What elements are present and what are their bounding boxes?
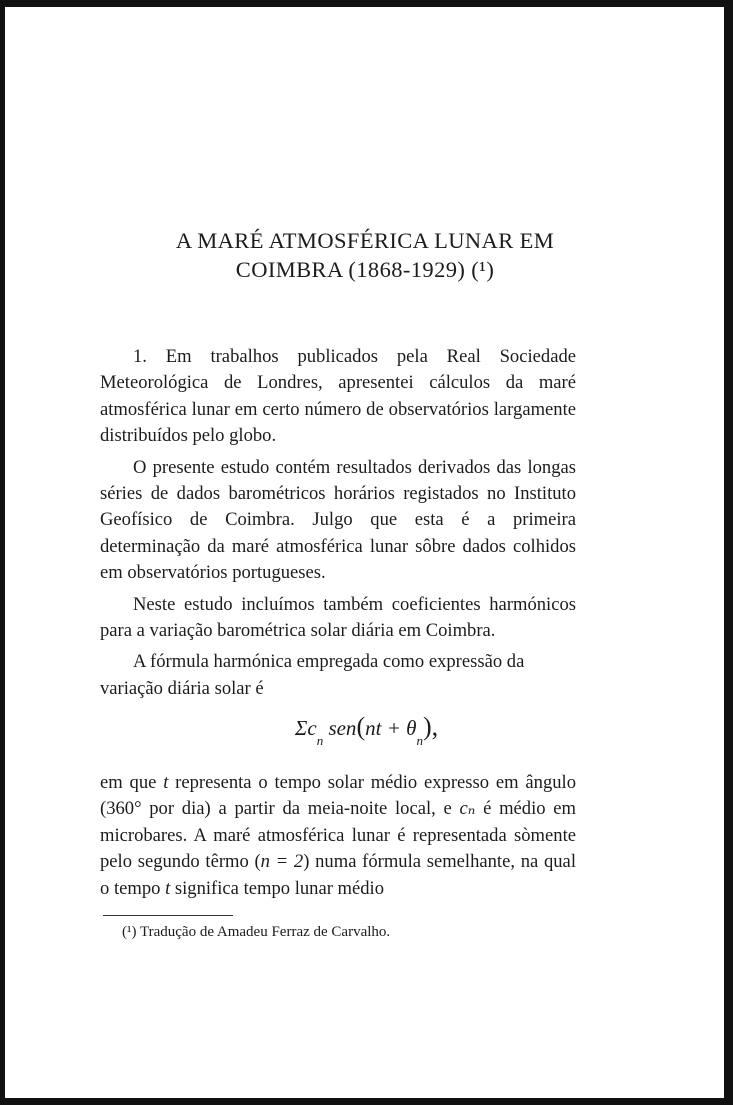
formula-theta: θ: [406, 716, 417, 740]
harmonic-formula: [0, 712, 733, 746]
variable-t: t: [163, 772, 169, 793]
paragraph-3: Neste estudo incluímos também coeficientes harmónicos para a variação barométrica solar diária em Coimbra.: [100, 593, 576, 642]
footnote-rule: [103, 915, 233, 916]
scan-border-left: [0, 0, 5, 1105]
formula-sen: sen: [328, 716, 357, 740]
variable-cn: cₙ: [459, 798, 476, 820]
sigma-symbol: Σ: [294, 716, 308, 740]
title-line-1: A MARÉ ATMOSFÉRICA LUNAR EM: [175, 228, 555, 253]
footnote: (¹) Tradução de Amadeu Ferraz de Carvalho.: [122, 924, 391, 940]
formula-plus: +: [381, 716, 407, 740]
formula-nt: nt: [365, 716, 382, 740]
paragraph-1: 1. Em trabalhos publicados pela Real Sociedade Meteorológica de Londres, apresentei cálculos da maré atmosférica lunar em certo número de observatórios largamente distribuídos pelo globo.: [100, 346, 576, 447]
paragraph-5: [100, 770, 576, 902]
variable-n-equals: n = 2: [260, 851, 304, 873]
paragraph-4: A fórmula harmónica empregada como expressão da variação diária solar é: [100, 651, 525, 699]
text-segment: significa tempo lunar médio: [170, 877, 385, 899]
scan-border-top: [0, 0, 733, 7]
formula-subscript-n-2: n: [416, 733, 423, 748]
page-title: [100, 226, 630, 284]
scan-border-bottom: [0, 1098, 733, 1105]
formula-close-paren: ),: [422, 712, 439, 741]
title-line-2: COIMBRA (1868-1929) (¹): [235, 257, 495, 282]
text-segment: representa o tempo solar médio expresso em ângulo (360° por dia) a partir da meia-noite local, e: [100, 772, 576, 820]
formula-c: c: [307, 716, 317, 740]
text-segment: ) numa fórmula semelhante, na qual o tempo: [100, 851, 576, 899]
scan-border-right: [724, 0, 733, 1105]
formula-open-paren: (: [356, 712, 366, 741]
text-segment: em que: [100, 772, 164, 793]
text-segment: é médio em microbares. A maré atmosférica lunar é representada sòmente pelo segundo têrmo (: [100, 798, 577, 873]
body-text: [100, 344, 576, 707]
variable-t: t: [165, 877, 171, 899]
paragraph-2: O presente estudo contém resultados derivados das longas séries de dados barométricos horários registados no Instituto Geofísico de Coimbra. Julgo que esta é a primeira determinação da maré atmosférica lunar sôbre dados colhidos em observatórios portugueses.: [100, 456, 576, 584]
formula-subscript-n: n: [316, 733, 324, 748]
body-text-continued: [100, 770, 576, 902]
